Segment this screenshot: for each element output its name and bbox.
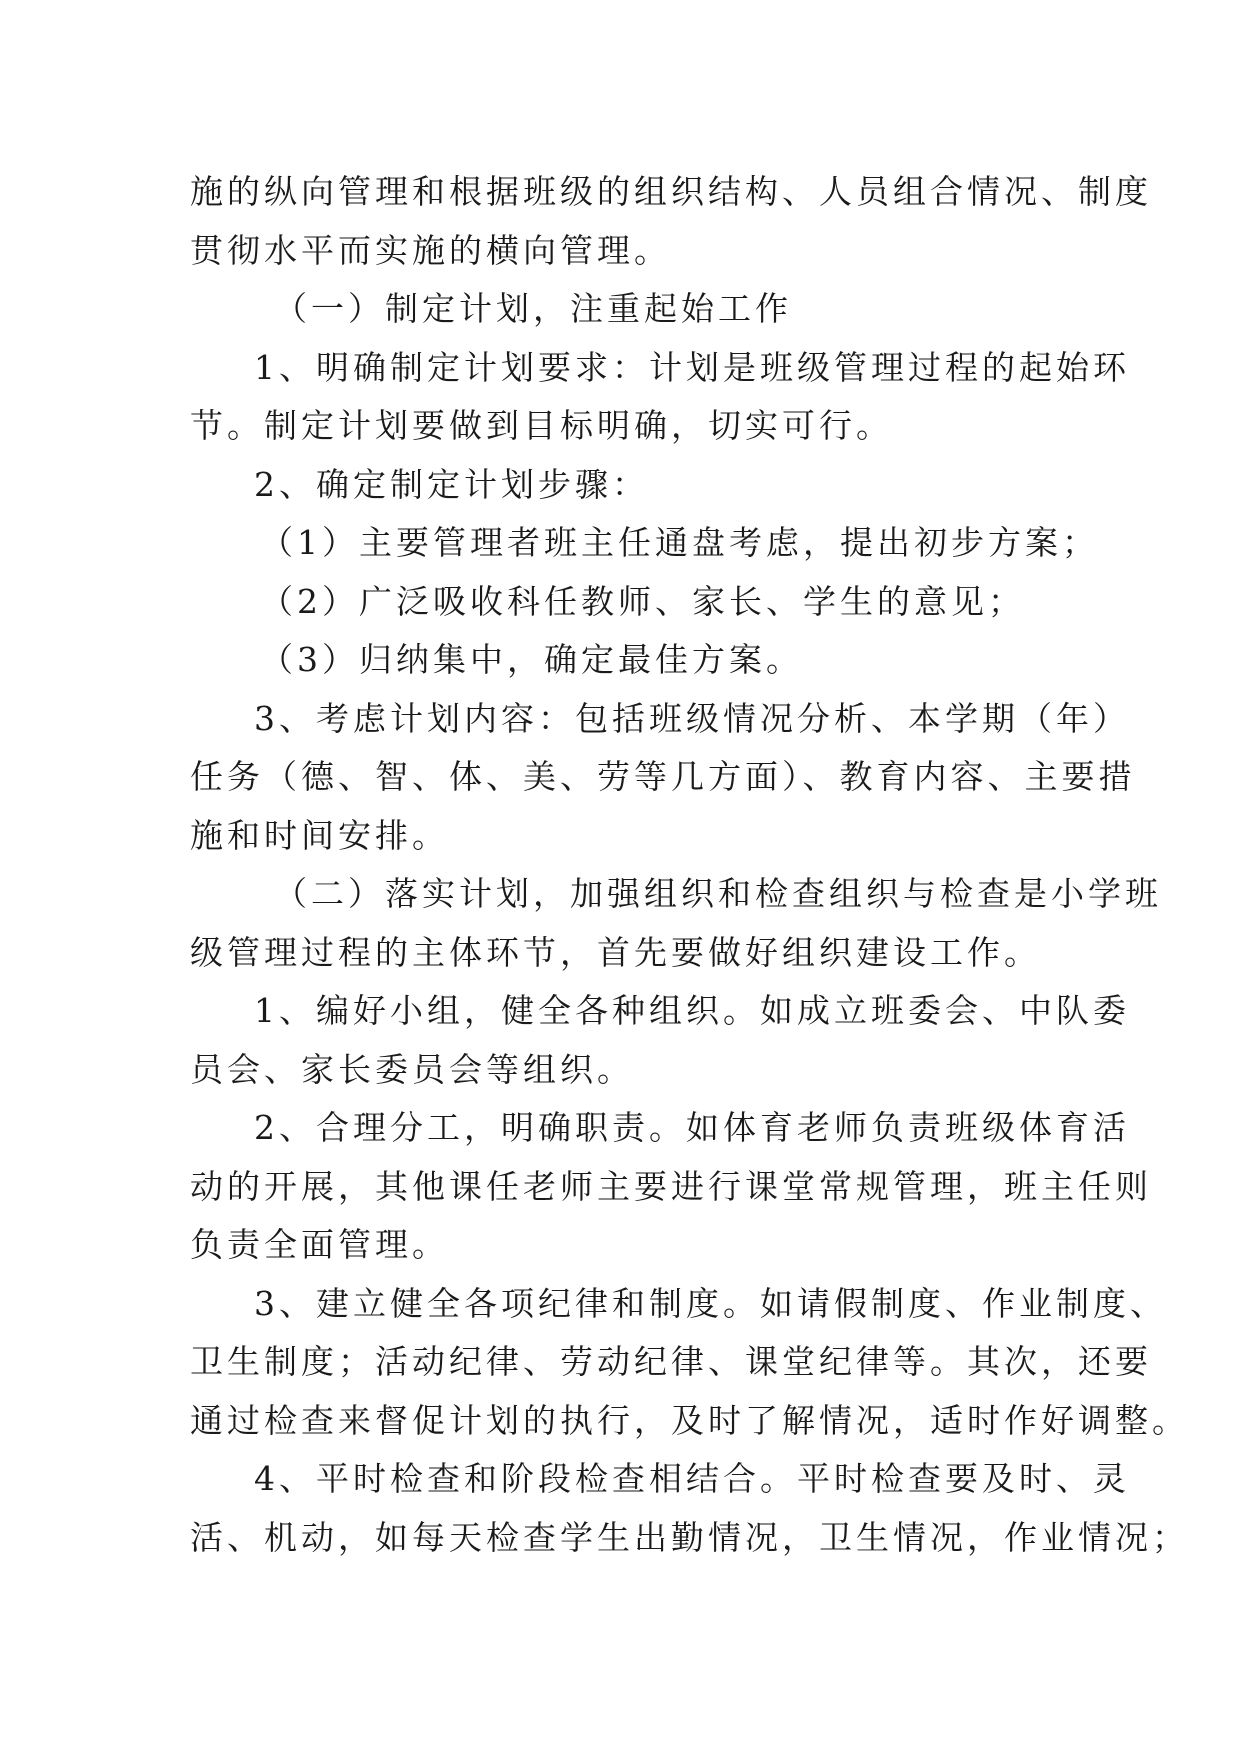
text-line: 1、明确制定计划要求：计划是班级管理过程的起始环 [254, 347, 1130, 387]
list-item: （1）主要管理者班主任通盘考虑，提出初步方案； [260, 523, 1099, 562]
section-heading: （一）制定计划，注重起始工作 [274, 289, 792, 328]
text-line: 任务（德、智、体、美、劳等几方面）、教育内容、主要措 [190, 757, 1136, 796]
text-line: 节。制定计划要做到目标明确，切实可行。 [190, 406, 893, 445]
text-line: 施的纵向管理和根据班级的组织结构、人员组合情况、制度 [190, 172, 1152, 211]
text-line: 负责全面管理。 [190, 1225, 449, 1264]
document-body [190, 163, 1189, 1567]
text-line: 施和时间安排。 [190, 815, 449, 855]
text-line: 4、平时检查和阶段检查相结合。平时检查要及时、灵 [254, 1459, 1130, 1498]
text-line: 动的开展，其他课任老师主要进行课堂常规管理，班主任则 [190, 1166, 1152, 1206]
list-item: （2）广泛吸收科任教师、家长、学生的意见； [260, 581, 1025, 621]
text-line: 3、考虑计划内容：包括班级情况分析、本学期（年） [254, 698, 1130, 738]
text-line: 贯彻水平而实施的横向管理。 [190, 230, 671, 270]
text-line: 活、机动，如每天检查学生出勤情况，卫生情况，作业情况； [190, 1517, 1189, 1557]
text-line: 卫生制度；活动纪律、劳动纪律、课堂纪律等。其次，还要 [190, 1342, 1152, 1381]
list-item: （3）归纳集中，确定最佳方案。 [260, 640, 803, 679]
text-line: 员会、家长委员会等组织。 [190, 1049, 634, 1089]
text-line: 1、编好小组，健全各种组织。如成立班委会、中队委 [254, 991, 1130, 1030]
text-line: 2、确定制定计划步骤： [254, 464, 649, 504]
text-line: 2、合理分工，明确职责。如体育老师负责班级体育活 [254, 1108, 1130, 1147]
text-line: 3、建立健全各项纪律和制度。如请假制度、作业制度、 [254, 1283, 1167, 1323]
section-heading: （二）落实计划，加强组织和检查组织与检查是小学班 [274, 874, 1162, 913]
text-line: 通过检查来督促计划的执行，及时了解情况，适时作好调整。 [190, 1400, 1189, 1440]
text-line: 级管理过程的主体环节，首先要做好组织建设工作。 [190, 932, 1041, 972]
